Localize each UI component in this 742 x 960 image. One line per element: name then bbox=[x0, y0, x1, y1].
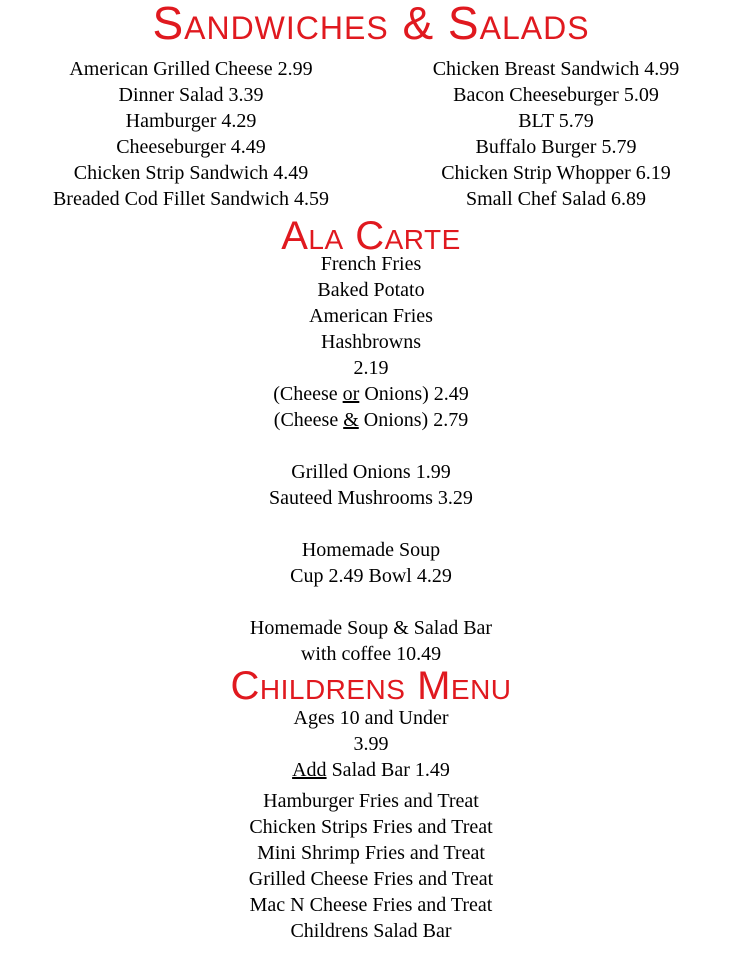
menu-item: Cheeseburger 4.49 bbox=[116, 136, 266, 158]
childrens-menu-heading: Childrens Menu bbox=[230, 664, 512, 708]
menu-item: Breaded Cod Fillet Sandwich 4.59 bbox=[52, 188, 330, 210]
menu-item: Mini Shrimp Fries and Treat bbox=[257, 842, 485, 864]
childrens-items bbox=[0, 788, 742, 944]
option-text: Onions) 2.79 bbox=[358, 409, 469, 431]
menu-item: Grilled Onions 1.99 bbox=[291, 461, 451, 483]
price: 2.19 bbox=[353, 357, 389, 379]
menu-item: Mac N Cheese Fries and Treat bbox=[249, 894, 493, 916]
menu-item: Baked Potato bbox=[317, 279, 425, 301]
add-salad-bar bbox=[0, 757, 742, 783]
menu-item: Hamburger Fries and Treat bbox=[263, 790, 479, 812]
menu-item: Hashbrowns bbox=[321, 331, 421, 353]
childrens-info bbox=[0, 705, 742, 783]
option-underlined: & bbox=[343, 409, 359, 431]
menu-item: Bacon Cheeseburger 5.09 bbox=[453, 84, 659, 106]
sandwiches-salads-heading: Sandwiches & Salads bbox=[152, 0, 590, 49]
menu-item: American Grilled Cheese 2.99 bbox=[69, 58, 313, 80]
menu-item: Chicken Strip Whopper 6.19 bbox=[441, 162, 671, 184]
option-cheese-and-onions bbox=[0, 407, 742, 433]
sandwiches-left-column bbox=[0, 56, 382, 212]
menu-item: Sauteed Mushrooms 3.29 bbox=[269, 487, 473, 509]
ala-carte-heading: Ala Carte bbox=[281, 214, 461, 258]
menu-item: Dinner Salad 3.39 bbox=[118, 84, 264, 106]
menu-item: BLT 5.79 bbox=[518, 110, 594, 132]
menu-item: French Fries bbox=[320, 253, 422, 275]
add-text: Salad Bar 1.49 bbox=[326, 759, 450, 781]
soup-salad-title: Homemade Soup & Salad Bar bbox=[249, 617, 493, 639]
spacer bbox=[0, 589, 742, 615]
menu-item: Childrens Salad Bar bbox=[290, 920, 452, 942]
price: 3.99 bbox=[353, 733, 389, 755]
add-underlined: Add bbox=[292, 759, 327, 781]
soup-title: Homemade Soup bbox=[301, 539, 441, 561]
menu-item: Small Chef Salad 6.89 bbox=[466, 188, 646, 210]
spacer bbox=[0, 511, 742, 537]
ages-note: Ages 10 and Under bbox=[293, 707, 449, 729]
ala-carte-section bbox=[0, 251, 742, 667]
menu-item: American Fries bbox=[309, 305, 433, 327]
option-text: (Cheese bbox=[273, 383, 343, 405]
option-text: (Cheese bbox=[273, 409, 344, 431]
sandwiches-right-column bbox=[370, 56, 742, 212]
menu-item: Hamburger 4.29 bbox=[125, 110, 257, 132]
option-cheese-or-onions bbox=[0, 381, 742, 407]
spacer bbox=[0, 433, 742, 459]
menu-item: Grilled Cheese Fries and Treat bbox=[248, 868, 494, 890]
option-underlined: or bbox=[342, 383, 360, 405]
menu-item: Chicken Strip Sandwich 4.49 bbox=[73, 162, 309, 184]
soup-prices: Cup 2.49 Bowl 4.29 bbox=[290, 565, 452, 587]
menu-item: Buffalo Burger 5.79 bbox=[475, 136, 637, 158]
menu-item: Chicken Strips Fries and Treat bbox=[249, 816, 493, 838]
soup-salad-price: with coffee 10.49 bbox=[300, 643, 442, 665]
menu-item: Chicken Breast Sandwich 4.99 bbox=[432, 58, 680, 80]
option-text: Onions) 2.49 bbox=[359, 383, 469, 405]
